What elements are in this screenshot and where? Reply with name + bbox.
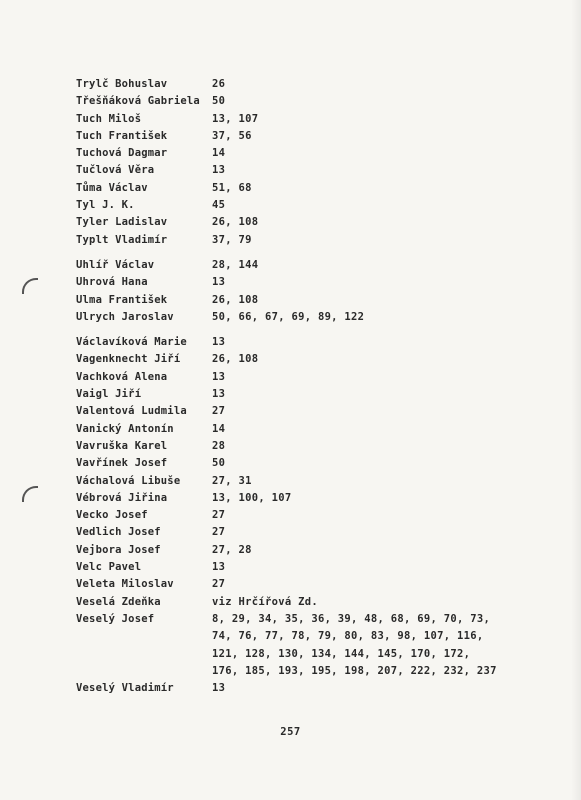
entry-page-refs <box>212 542 546 559</box>
index-entry <box>76 542 546 559</box>
entry-page-refs <box>212 611 546 680</box>
entry-page-refs <box>212 680 546 697</box>
page-ref-line: 27, 28 <box>212 543 252 556</box>
page-ref-line: 14 <box>212 147 226 160</box>
index-entry <box>76 455 546 472</box>
entry-page-refs <box>212 214 546 231</box>
page-ref-line: 51, 68 <box>212 181 252 194</box>
index-entry <box>76 128 546 145</box>
entry-page-refs <box>212 490 546 507</box>
index-entry <box>76 274 546 291</box>
entry-name: Vagenknecht Jiří <box>76 353 181 366</box>
page-ref-line: 27 <box>212 526 226 539</box>
page-ref-line: 13 <box>212 388 226 401</box>
name-index-list <box>76 76 546 697</box>
index-entry <box>76 93 546 110</box>
entry-name: Vébrová Jiřina <box>76 491 168 504</box>
entry-name: Tučlová Věra <box>76 164 155 177</box>
entry-page-refs <box>212 386 546 403</box>
entry-page-refs <box>212 594 546 611</box>
index-entry <box>76 559 546 576</box>
index-entry <box>76 473 546 490</box>
entry-name: Tůma Václav <box>76 181 148 194</box>
index-entry <box>76 197 546 214</box>
entry-page-refs <box>212 507 546 524</box>
page-ref-line: 13 <box>212 682 226 695</box>
entry-page-refs <box>212 180 546 197</box>
entry-name: Tuchová Dagmar <box>76 147 168 160</box>
entry-name: Vavřínek Josef <box>76 457 168 470</box>
entry-page-refs <box>212 438 546 455</box>
entry-page-refs <box>212 197 546 214</box>
index-entry <box>76 438 546 455</box>
entry-name: Vachková Alena <box>76 370 168 383</box>
page-ref-line: 26, 108 <box>212 293 259 306</box>
entry-page-refs <box>212 128 546 145</box>
entry-name: Tuch Miloš <box>76 112 142 125</box>
index-entry <box>76 214 546 231</box>
index-entry <box>76 232 546 249</box>
index-entry <box>76 162 546 179</box>
index-entry <box>76 594 546 611</box>
index-entry <box>76 351 546 368</box>
page-ref-line: 50 <box>212 457 226 470</box>
index-entry <box>76 111 546 128</box>
entry-page-refs <box>212 473 546 490</box>
entry-page-refs <box>212 351 546 368</box>
punch-hole-mark <box>22 486 38 502</box>
index-entry <box>76 490 546 507</box>
page-ref-line: 28, 144 <box>212 258 259 271</box>
index-entry <box>76 403 546 420</box>
entry-name: Ulma František <box>76 293 168 306</box>
index-entry <box>76 76 546 93</box>
entry-name: Uhlíř Václav <box>76 258 155 271</box>
entry-name: Ulrych Jaroslav <box>76 310 174 323</box>
entry-name: Váchalová Libuše <box>76 474 181 487</box>
entry-name: Vaigl Jiří <box>76 388 142 401</box>
page-ref-line: 176, 185, 193, 195, 198, 207, 222, 232, 237 <box>212 664 497 677</box>
entry-page-refs <box>212 76 546 93</box>
page-ref-line: 27 <box>212 405 226 418</box>
entry-name: Tuch František <box>76 129 168 142</box>
page-number: 257 <box>280 726 301 738</box>
entry-page-refs <box>212 369 546 386</box>
index-entry <box>76 369 546 386</box>
page-ref-line: 13 <box>212 370 226 383</box>
entry-name: Veleta Miloslav <box>76 578 174 591</box>
index-entry <box>76 292 546 309</box>
index-entry <box>76 576 546 593</box>
entry-name: Uhrová Hana <box>76 276 148 289</box>
index-entry <box>76 145 546 162</box>
page-ref-line: 45 <box>212 199 226 212</box>
page-ref-line: 13 <box>212 561 226 574</box>
entry-name: Václavíková Marie <box>76 336 187 349</box>
index-entry <box>76 386 546 403</box>
page-ref-line: 13 <box>212 164 226 177</box>
entry-name: Vecko Josef <box>76 509 148 522</box>
page-ref-line: 13 <box>212 276 226 289</box>
page-ref-line: 26, 108 <box>212 353 259 366</box>
entry-page-refs <box>212 421 546 438</box>
index-entry <box>76 524 546 541</box>
page-ref-line: 14 <box>212 422 226 435</box>
entry-name: Vejbora Josef <box>76 543 161 556</box>
entry-page-refs <box>212 162 546 179</box>
entry-name: Veselý Vladimír <box>76 682 174 695</box>
entry-page-refs <box>212 257 546 274</box>
index-group <box>76 334 546 697</box>
page-ref-line: 121, 128, 130, 134, 144, 145, 170, 172, <box>212 647 471 660</box>
index-entry <box>76 180 546 197</box>
index-entry <box>76 309 546 326</box>
entry-name: Tyler Ladislav <box>76 216 168 229</box>
page-ref-line: 37, 79 <box>212 233 252 246</box>
index-entry <box>76 611 546 680</box>
page-ref-line: 26 <box>212 78 226 90</box>
entry-name: Třešňáková Gabriela <box>76 95 200 108</box>
entry-page-refs <box>212 559 546 576</box>
page-ref-line: viz Hrčířová Zd. <box>212 595 318 608</box>
index-entry <box>76 334 546 351</box>
entry-name: Veselá Zdeňka <box>76 595 161 608</box>
entry-page-refs <box>212 309 546 326</box>
index-entry <box>76 507 546 524</box>
index-entry <box>76 257 546 274</box>
entry-page-refs <box>212 524 546 541</box>
entry-name: Typlt Vladimír <box>76 233 168 246</box>
page-ref-line: 8, 29, 34, 35, 36, 39, 48, 68, 69, 70, 73, <box>212 612 491 625</box>
page-ref-line: 50, 66, 67, 69, 89, 122 <box>212 310 365 323</box>
entry-page-refs <box>212 274 546 291</box>
entry-page-refs <box>212 403 546 420</box>
entry-page-refs <box>212 576 546 593</box>
index-entry <box>76 680 546 697</box>
entry-name: Valentová Ludmila <box>76 405 187 418</box>
entry-page-refs <box>212 232 546 249</box>
page-ref-line: 27 <box>212 509 226 522</box>
entry-name: Trylč Bohuslav <box>76 78 168 90</box>
index-group <box>76 76 546 249</box>
entry-name: Vedlich Josef <box>76 526 161 539</box>
entry-name: Vanický Antonín <box>76 422 174 435</box>
punch-hole-mark <box>22 278 38 294</box>
page-edge-shadow <box>571 0 581 800</box>
index-group <box>76 257 546 326</box>
entry-page-refs <box>212 292 546 309</box>
entry-page-refs <box>212 455 546 472</box>
entry-page-refs <box>212 145 546 162</box>
index-entry <box>76 421 546 438</box>
page-ref-line: 37, 56 <box>212 129 252 142</box>
page-ref-line: 74, 76, 77, 78, 79, 80, 83, 98, 107, 116, <box>212 630 484 643</box>
entry-name: Vavruška Karel <box>76 439 168 452</box>
entry-name: Tyl J. K. <box>76 199 135 212</box>
page-ref-line: 27, 31 <box>212 474 252 487</box>
page-ref-line: 13, 107 <box>212 112 259 125</box>
page-ref-line: 26, 108 <box>212 216 259 229</box>
page-ref-line: 13 <box>212 336 226 349</box>
page-ref-line: 27 <box>212 578 226 591</box>
entry-page-refs <box>212 111 546 128</box>
entry-page-refs <box>212 334 546 351</box>
page-ref-line: 50 <box>212 95 226 108</box>
entry-page-refs <box>212 93 546 110</box>
entry-name: Veselý Josef <box>76 612 155 625</box>
page-ref-line: 13, 100, 107 <box>212 491 292 504</box>
entry-name: Velc Pavel <box>76 561 142 574</box>
page-ref-line: 28 <box>212 439 226 452</box>
